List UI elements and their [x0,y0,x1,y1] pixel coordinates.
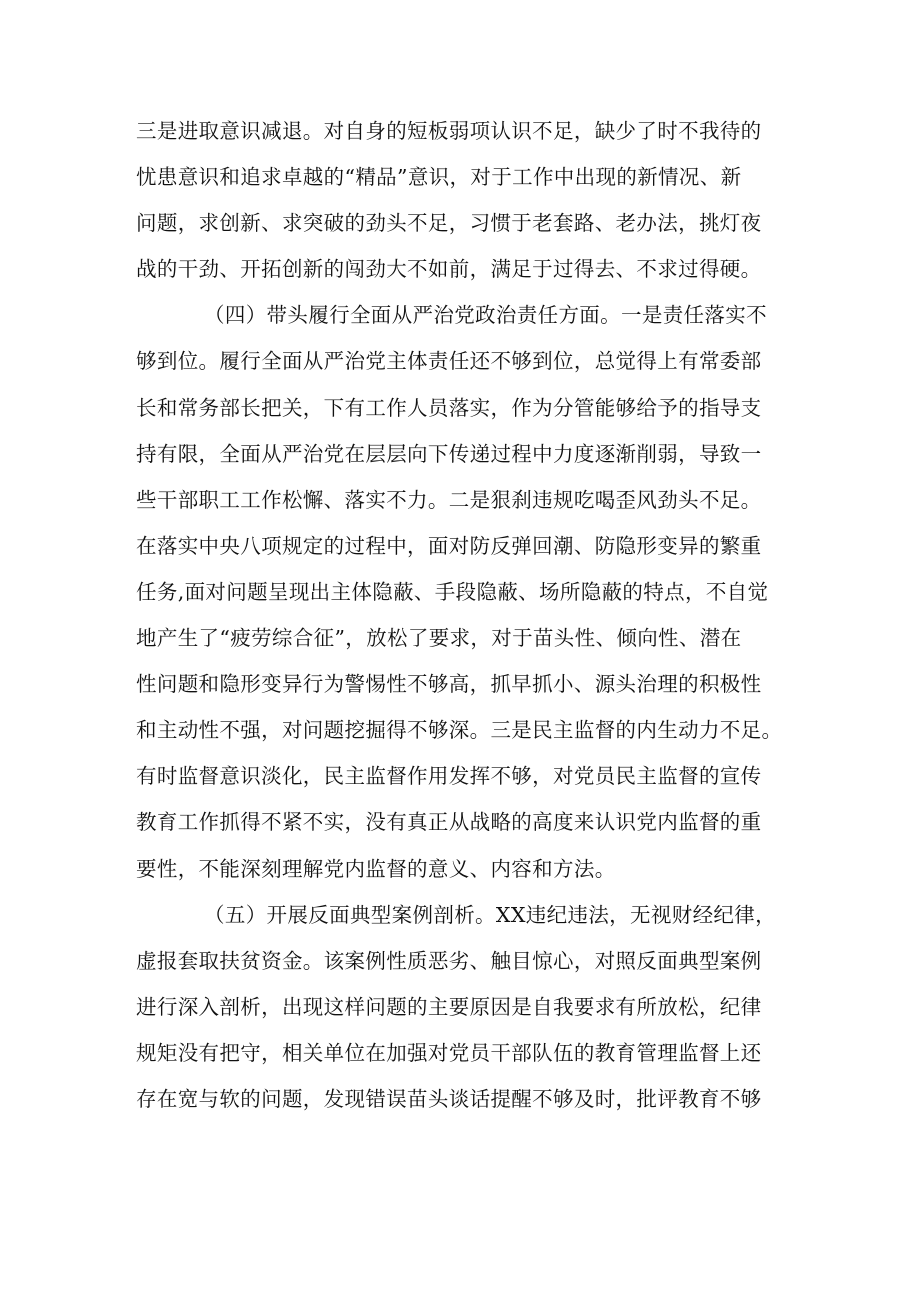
text-line: 三是进取意识减退。对自身的短板弱项认识不足，缺少了时不我待的 [136,119,762,143]
text-line: 存在宽与软的问题，发现错误苗头谈话提醒不够及时，批评教育不够 [136,1086,762,1111]
text-line: 问题，求创新、求突破的劲头不足，习惯于老套路、老办法，挑灯夜 [136,211,762,236]
text-line: 战的干劲、开拓创新的闯劲大不如前，满足于过得去、不求过得硬。 [136,257,762,282]
text-line: 要性，不能深刻理解党内监督的意义、内容和方法。 [136,856,616,881]
section-heading-line: （四）带头履行全面从严治党政治责任方面。一是责任落实不 [204,303,767,328]
text-line: 虚报套取扶贫资金。该案例性质恶劣、触目惊心，对照反面典型案例 [136,948,762,973]
text-line: 有时监督意识淡化，民主监督作用发挥不够，对党员民主监督的宣传 [136,764,762,789]
text-line: 任务,面对问题呈现出主体隐蔽、手段隐蔽、场所隐蔽的特点，不自觉 [136,579,769,604]
text-line: 忧患意识和追求卓越的“精品”意识，对于工作中出现的新情况、新 [136,165,742,190]
text-line: 够到位。履行全面从严治党主体责任还不够到位，总觉得上有常委部 [136,349,762,374]
text-line: 些干部职工工作松懈、落实不力。二是狠刹违规吃喝歪风劲头不足。 [136,487,762,512]
text-line: 教育工作抓得不紧不实，没有真正从战略的高度来认识党内监督的重 [136,810,762,835]
text-line: 规矩没有把守，相关单位在加强对党员干部队伍的教育管理监督上还 [136,1040,762,1065]
document-body [136,108,791,1122]
text-line: 和主动性不强，对问题挖掘得不够深。三是民主监督的内生动力不足。 [136,718,783,743]
text-line: 在落实中央八项规定的过程中，面对防反弹回潮、防隐形变异的繁重 [136,533,762,558]
text-line: 地产生了“疲劳综合征”，放松了要求，对于苗头性、倾向性、潜在 [136,626,742,651]
section-heading-line: （五）开展反面典型案例剖析。XX违纪违法，无视财经纪律， [204,902,776,927]
text-line: 进行深入剖析，出现这样问题的主要原因是自我要求有所放松，纪律 [136,994,762,1019]
text-line: 长和常务部长把关，下有工作人员落实，作为分管能够给予的指导支 [136,395,762,420]
text-line: 持有限，全面从严治党在层层向下传递过程中力度逐渐削弱，导致一 [136,441,762,466]
text-line: 性问题和隐形变异行为警惕性不够高，抓早抓小、源头治理的积极性 [136,672,762,697]
